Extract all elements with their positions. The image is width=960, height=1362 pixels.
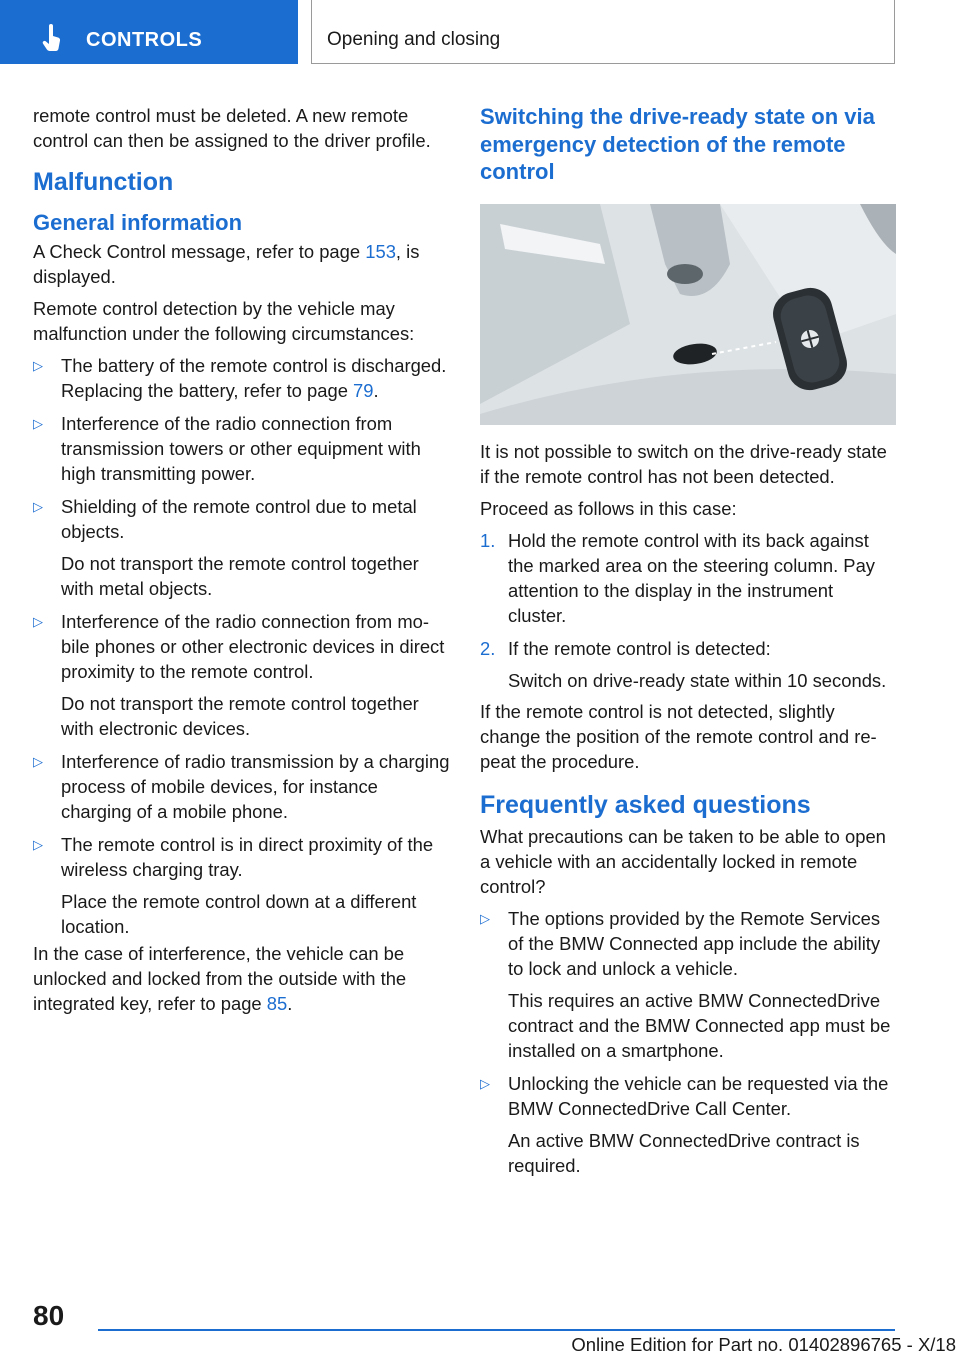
general-info-heading: General information — [33, 210, 243, 235]
step-number: 2. — [480, 637, 496, 659]
step-number: 1. — [480, 529, 496, 551]
list-item — [480, 1071, 896, 1178]
not-detected-paragraph: If the remote control is not detected, slightly change the position of the remote control and repeat the procedure. — [480, 700, 877, 772]
item-text: The battery of the remote control is discharged. Replacing the battery, refer to page — [61, 355, 447, 401]
outro-text: In the case of interference, the vehicle can be unlocked and locked from the outside with the integrated key, refer to page — [33, 943, 407, 1014]
item-text: Shielding of the remote control due to metal objects. — [61, 496, 417, 542]
triangle-bullet-icon: ▷ — [480, 1075, 490, 1091]
step-item — [480, 636, 896, 693]
triangle-bullet-icon: ▷ — [33, 754, 43, 769]
triangle-bullet-icon: ▷ — [33, 614, 43, 629]
item-text: Interference of the radio connection from mobile phones or other electronic devices in direct proximity to the remote control. — [61, 611, 445, 682]
detection-paragraph: Remote control detection by the vehicle may malfunction under the following circumstances: — [33, 298, 415, 344]
item-text-after: . — [373, 380, 379, 401]
cc-text: A Check Control message, refer to page — [33, 241, 366, 262]
not-possible-paragraph: It is not possible to switch on the drive-ready state if the remote control has not been detected. — [480, 440, 887, 487]
item-subtext: Do not transport the remote control together with electronic devices. — [61, 693, 419, 739]
interference-paragraph — [33, 941, 450, 1016]
footer-divider — [98, 1329, 895, 1331]
list-item — [33, 749, 450, 824]
item-text: The remote control is in direct proximity of the wireless charging tray. — [61, 834, 434, 880]
triangle-bullet-icon: ▷ — [33, 499, 43, 514]
section-tab[interactable] — [0, 0, 298, 64]
list-item — [33, 609, 450, 741]
item-subtext: Place the remote control down at a different location. — [61, 891, 417, 937]
edition-text: Online Edition for Part no. 01402896765 - X/18 — [571, 1334, 956, 1355]
page-link-79[interactable]: 79 — [353, 380, 374, 401]
footer-edition — [0, 1334, 956, 1356]
chapter-header — [311, 0, 895, 64]
emergency-detection-heading: Switching the drive-ready state on via emergency detection of the remote control — [480, 104, 875, 184]
intro-paragraph: remote control must be deleted. A new remote control can then be assigned to the driver profile. — [33, 105, 431, 151]
item-text: Unlocking the vehicle can be requested via the BMW ConnectedDrive Call Center. — [508, 1072, 889, 1119]
item-text: Interference of radio transmission by a charging process of mobile devices, for instance charging of a mobile phone. — [61, 751, 450, 822]
item-subtext: An active BMW ConnectedDrive contract is required. — [508, 1129, 860, 1176]
list-item — [33, 832, 450, 939]
step-subtext: Switch on drive-ready state within 10 seconds. — [508, 669, 887, 691]
faq-question: What precautions can be taken to be able to open a vehicle with an accidentally locked in remote control? — [480, 825, 886, 897]
faq-list — [480, 906, 896, 1178]
check-control-paragraph — [33, 239, 450, 289]
outro-text-after: . — [287, 993, 293, 1014]
faq-heading: Frequently asked questions — [480, 790, 811, 819]
page-link-85[interactable]: 85 — [266, 993, 288, 1014]
left-column — [33, 103, 450, 1023]
steering-column-drawing — [480, 204, 896, 425]
triangle-bullet-icon: ▷ — [480, 910, 490, 926]
malfunction-heading: Malfunction — [33, 168, 174, 196]
triangle-bullet-icon: ▷ — [33, 837, 43, 852]
proceed-paragraph: Proceed as follows in this case: — [480, 497, 737, 519]
list-item — [33, 411, 450, 486]
list-item — [480, 906, 896, 1063]
item-subtext: Do not transport the remote control together with metal objects. — [61, 553, 419, 599]
chapter-title: Opening and closing — [327, 29, 501, 50]
cc-text-after: , is displayed. — [33, 241, 420, 287]
step-text: If the remote control is detected: — [508, 637, 771, 659]
item-text: Interference of the radio connection from transmission towers or other equipment with high transmitting power. — [61, 413, 421, 484]
steering-column-illustration — [480, 204, 896, 425]
page-number: 80 — [33, 1300, 65, 1331]
item-text: The options provided by the Remote Services of the BMW Connected app include the ability to lock and unlock a vehicle. — [508, 907, 881, 979]
steps-list — [480, 528, 896, 693]
step-text: Hold the remote control with its back against the marked area on the steering column. Pay attention to the display in the instrument cluster. — [508, 529, 875, 626]
triangle-bullet-icon: ▷ — [33, 416, 43, 431]
section-label: CONTROLS — [86, 29, 203, 51]
hand-pointer-icon — [40, 24, 64, 54]
malfunction-list — [33, 353, 450, 939]
list-item — [33, 494, 450, 601]
step-item — [480, 528, 896, 628]
triangle-bullet-icon: ▷ — [33, 358, 43, 373]
item-subtext: This requires an active BMW ConnectedDrive contract and the BMW Connected app must be installed on a smartphone. — [508, 989, 891, 1061]
page-link-153[interactable]: 153 — [365, 241, 396, 262]
right-column — [480, 103, 896, 1186]
list-item — [33, 353, 450, 403]
